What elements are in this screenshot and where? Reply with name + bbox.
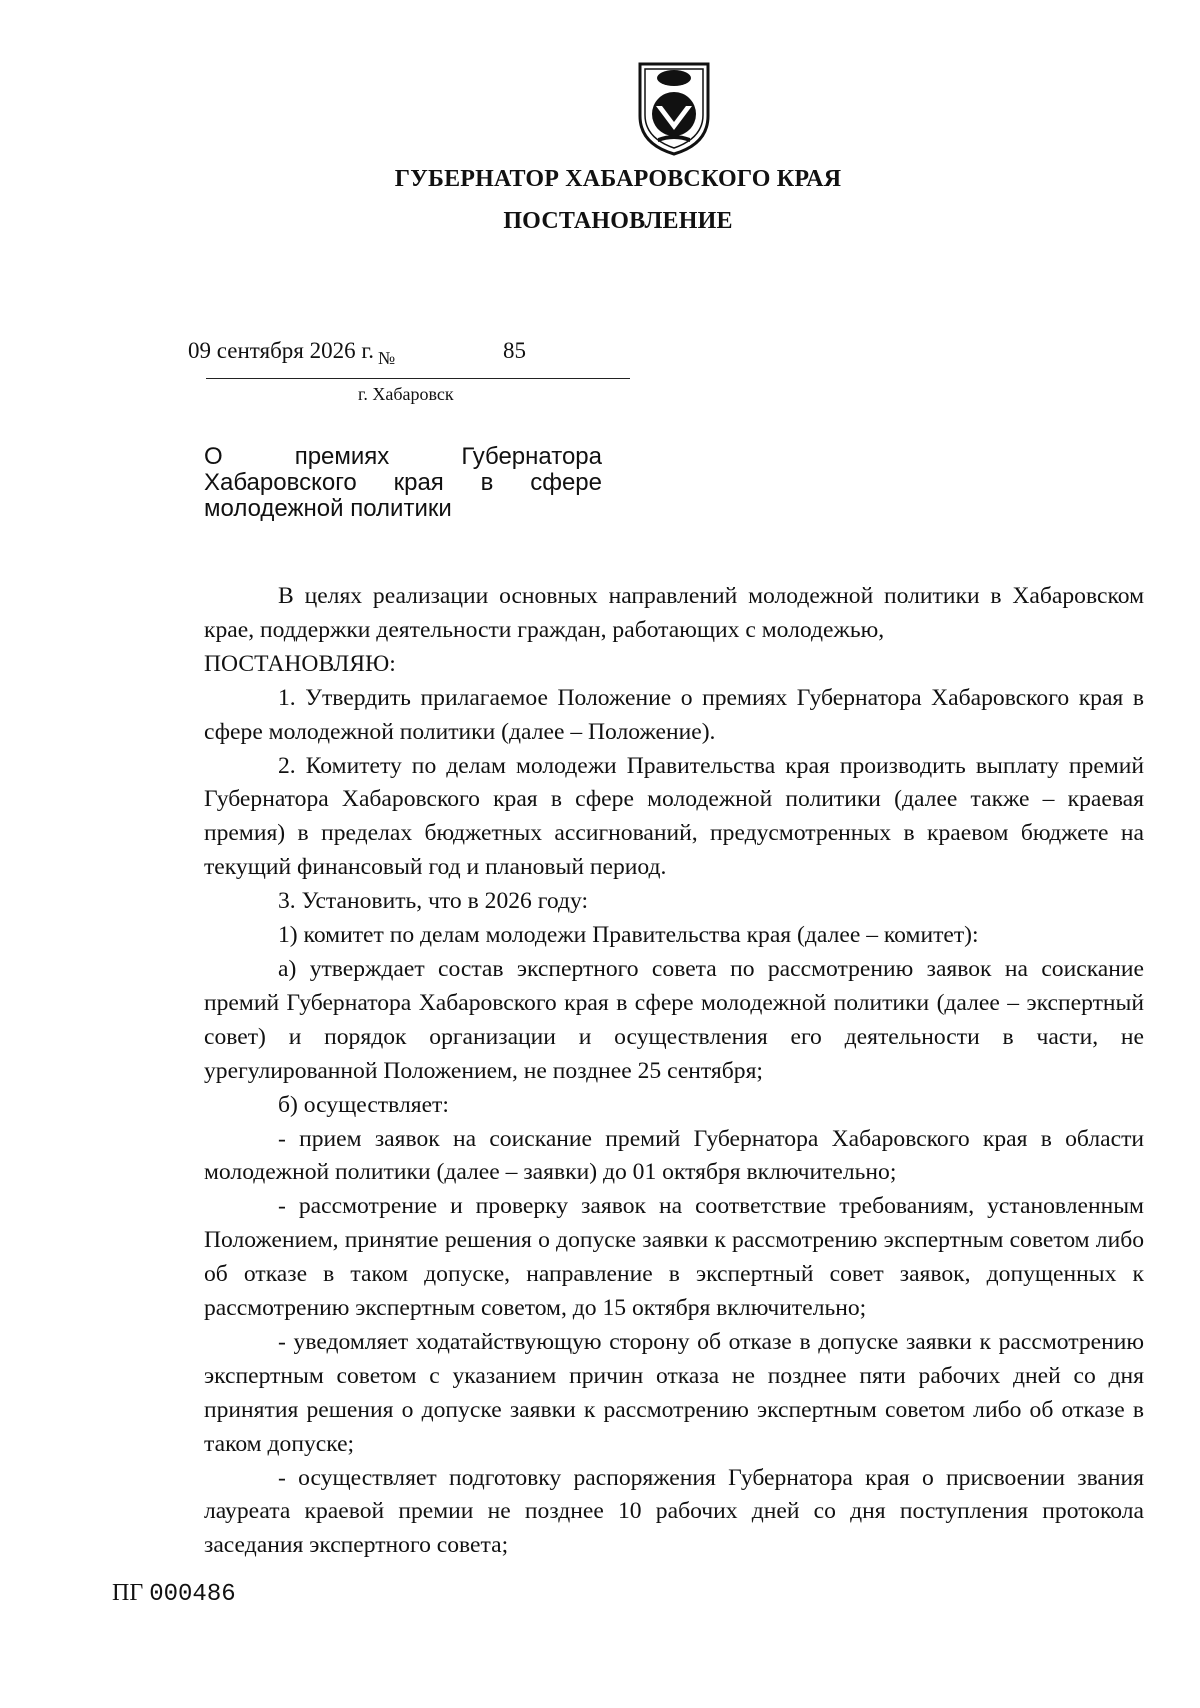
document-type-title: ПОСТАНОВЛЕНИЕ (503, 208, 733, 234)
city-label: г. Хабаровск (358, 384, 454, 404)
authority-title: ГУБЕРНАТОР ХАБАРОВСКОГО КРАЯ (394, 166, 842, 192)
paragraph-bullet: - прием заявок на соискание премий Губернатора Хабаровского края в области молодежной политики (далее – заявки) до 01 октября включительно; (204, 1125, 1144, 1186)
paragraph-item-2: 2. Комитету по делам молодежи Правительства края производить выплату премий Губернатора Хабаровского края в сфере молодежной политики (далее также – краевая премия) в пределах бюджетных ассигнований, предусмотренных в краевом бюджете на текущий финансовый год и плановый период. (204, 752, 1144, 881)
coat-of-arms-icon (634, 58, 714, 156)
paragraph-item-3: 3. Установить, что в 2026 году: (278, 888, 589, 915)
document-subject (204, 444, 602, 522)
paragraph-subitem-a: а) утверждает состав экспертного совета по рассмотрению заявок на соискание премий Губернатора Хабаровского края в сфере молодежной политики (далее – экспертный совет) и порядок организации и осуществления его деятельности в части, не урегулированной Положением, не позднее 25 сентября; (204, 955, 1144, 1084)
paragraph-bullet: - уведомляет ходатайствующую сторону об отказе в допуске заявки к рассмотрению экспертным советом с указанием причин отказа не позднее пяти рабочих дней со дня принятия решения о допуске заявки к рассмотрению экспертным советом либо об отказе в таком допуске; (204, 1328, 1144, 1457)
form-serial-number: 000486 (149, 1581, 236, 1608)
paragraph-subitem-1: 1) комитет по делам молодежи Правительства края (далее – комитет): (278, 922, 979, 949)
subject-line: молодежной политики (204, 495, 452, 522)
paragraph-preamble: В целях реализации основных направлений молодежной политики в Хабаровском крае, поддержки деятельности граждан, работающих с молодежью, (204, 583, 1144, 643)
paragraph-subitem-b: б) осуществляет: (278, 1091, 449, 1118)
document-body (204, 580, 1144, 1563)
number-sign: № (377, 348, 396, 368)
form-serial-prefix: ПГ (112, 1580, 144, 1606)
paragraph-decree-word: ПОСТАНОВЛЯЮ: (204, 650, 396, 677)
form-serial (112, 1580, 236, 1608)
subject-line: Хабаровского края в сфере (204, 469, 602, 496)
subject-line: О премиях Губернатора (204, 443, 602, 470)
paragraph-item-1: 1. Утвердить прилагаемое Положение о премиях Губернатора Хабаровского края в сфере молодежной политики (далее – Положение). (204, 684, 1144, 745)
date-number-line (188, 338, 526, 368)
date-underline (206, 378, 630, 379)
paragraph-bullet: - осуществляет подготовку распоряжения Губернатора края о присвоении звания лауреата краевой премии не позднее 10 рабочих дней со дня поступления протокола заседания экспертного совета; (204, 1464, 1144, 1559)
document-date: 09 сентября 2026 г. (188, 338, 374, 363)
paragraph-bullet: - рассмотрение и проверку заявок на соответствие требованиям, установленным Положением, принятие решения о допуске заявки к рассмотрению экспертным советом либо об отказе в таком допуске, направление в экспертный совет заявок, допущенных к рассмотрению экспертным советом, до 15 октября включительно; (204, 1193, 1144, 1322)
document-number: 85 (503, 338, 526, 363)
